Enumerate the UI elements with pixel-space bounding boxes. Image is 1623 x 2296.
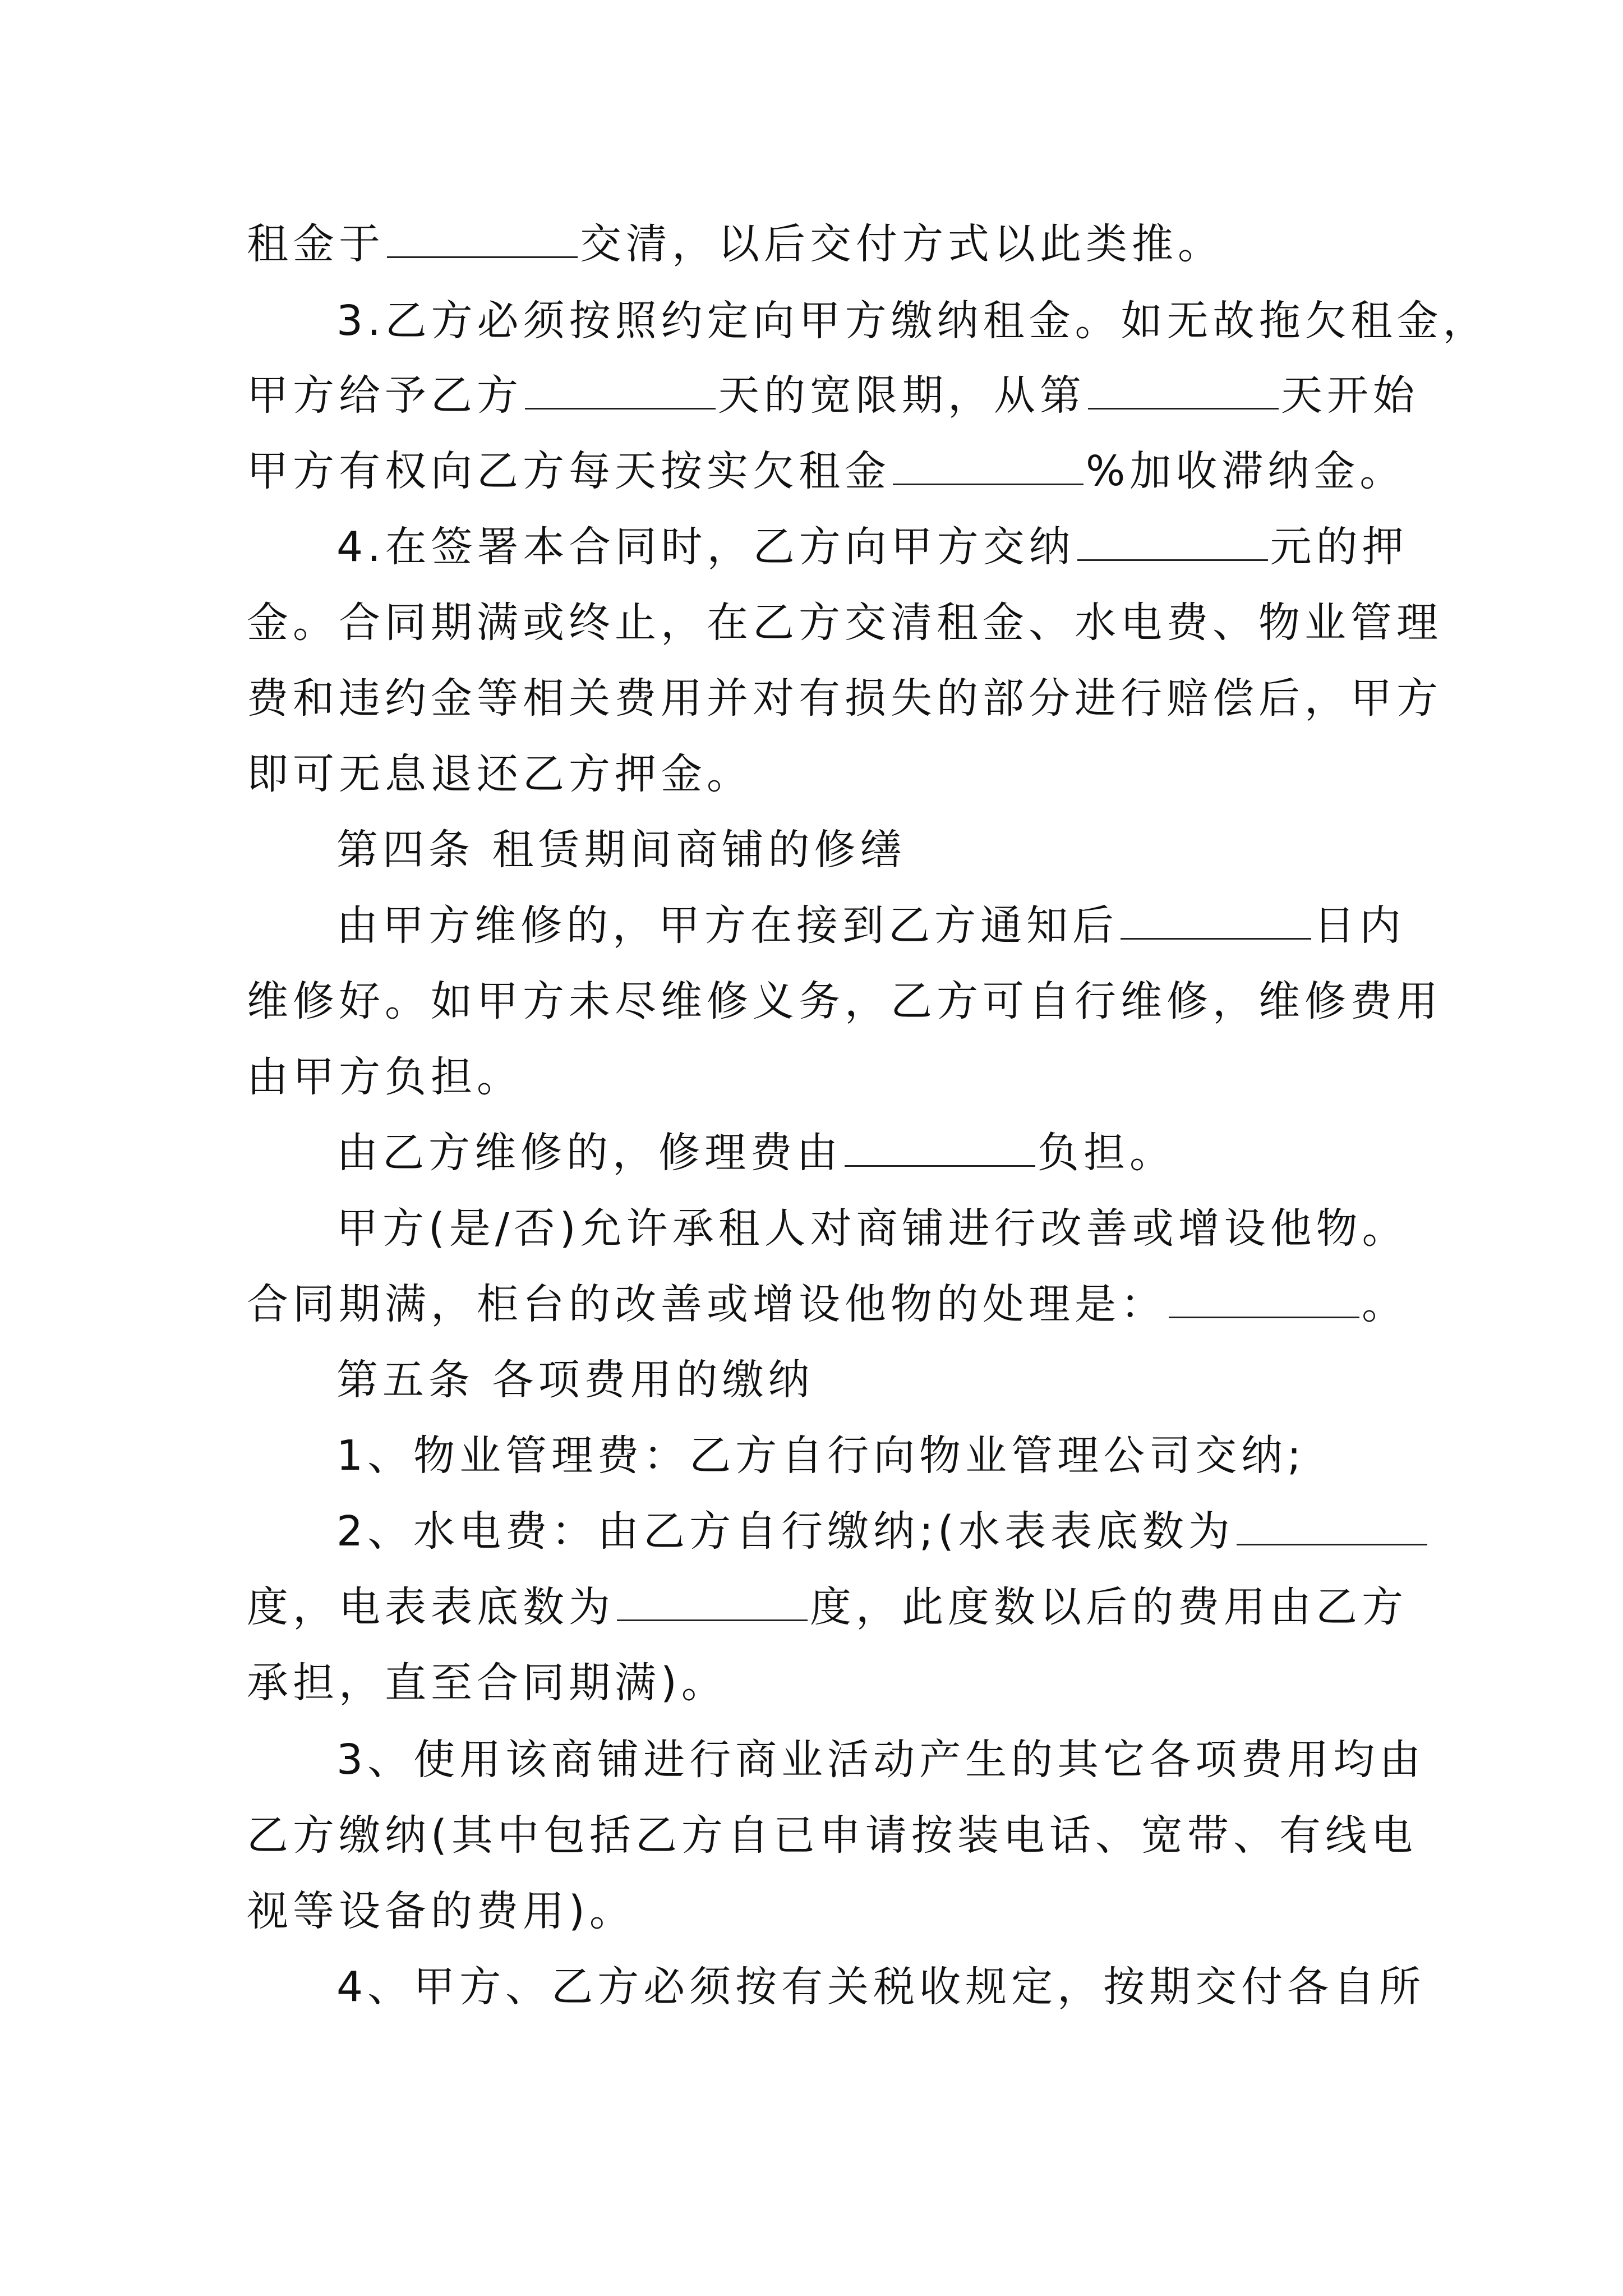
fill-in-blank bbox=[1088, 374, 1279, 409]
text-line bbox=[336, 1125, 1175, 1181]
text-segment: 甲方给予乙方 bbox=[247, 371, 523, 420]
text-segment: 由甲方负担。 bbox=[247, 1053, 523, 1101]
text-line bbox=[247, 973, 1442, 1029]
text-segment: 视等设备的费用)。 bbox=[247, 1887, 635, 1935]
text-segment: 承担，直至合同期满)。 bbox=[247, 1659, 727, 1707]
text-segment: 4、甲方、乙方必须按有关税收规定，按期交付各自所 bbox=[336, 1963, 1426, 2011]
text-line bbox=[336, 898, 1405, 954]
text-segment: 合同期满，柜台的改善或增设他物的处理是： bbox=[247, 1280, 1166, 1328]
fill-in-blank bbox=[1121, 904, 1311, 940]
text-segment: 甲方(是/否)允许承租人对商铺进行改善或增设他物。 bbox=[336, 1204, 1408, 1253]
text-line bbox=[336, 1428, 1306, 1484]
text-segment: 交清，以后交付方式以此类推。 bbox=[580, 220, 1224, 268]
fill-in-blank bbox=[1077, 526, 1268, 561]
text-line bbox=[336, 293, 1489, 349]
text-segment: 第四条 租赁期间商铺的修缮 bbox=[336, 826, 906, 874]
text-line bbox=[247, 216, 1224, 272]
text-segment: %加收滞纳金。 bbox=[1086, 447, 1406, 495]
text-segment: 度，此度数以后的费用由乙方 bbox=[810, 1583, 1408, 1631]
text-line bbox=[247, 1883, 635, 1939]
text-segment: 费和违约金等相关费用并对有损失的部分进行赔偿后，甲方 bbox=[247, 674, 1442, 723]
text-segment: 天开始 bbox=[1281, 371, 1419, 420]
text-segment: 2、水电费：由乙方自行缴纳;(水表表底数为 bbox=[336, 1507, 1234, 1556]
fill-in-blank bbox=[1169, 1283, 1359, 1318]
text-segment: 负担。 bbox=[1038, 1129, 1175, 1177]
fill-in-blank bbox=[617, 1586, 808, 1621]
fill-in-blank bbox=[525, 374, 716, 409]
text-segment: 乙方缴纳(其中包括乙方自已申请按装电话、宽带、有线电 bbox=[247, 1811, 1417, 1860]
text-segment: 元的押 bbox=[1270, 523, 1408, 571]
text-segment: 即可无息退还乙方押金。 bbox=[247, 750, 753, 798]
text-segment: 度，电表表底数为 bbox=[247, 1583, 615, 1631]
fill-in-blank bbox=[1237, 1510, 1427, 1545]
fill-in-blank bbox=[387, 223, 578, 258]
text-segment: 。 bbox=[1362, 1280, 1408, 1328]
text-segment: 租金于 bbox=[247, 220, 385, 268]
text-segment: 由乙方维修的，修理费由 bbox=[336, 1129, 842, 1177]
text-line bbox=[247, 1579, 1408, 1635]
text-line bbox=[247, 1655, 727, 1711]
text-line bbox=[247, 1049, 523, 1105]
text-line bbox=[336, 519, 1408, 575]
text-segment: 3、使用该商铺进行商业活动产生的其它各项费用均由 bbox=[336, 1736, 1426, 1784]
text-line bbox=[247, 670, 1442, 726]
text-line bbox=[336, 1352, 814, 1408]
text-segment: 1、物业管理费：乙方自行向物业管理公司交纳; bbox=[336, 1432, 1306, 1480]
text-segment: 维修好。如甲方未尽维修义务，乙方可自行维修，维修费用 bbox=[247, 977, 1442, 1025]
text-line bbox=[336, 1732, 1425, 1788]
text-line bbox=[247, 1807, 1417, 1864]
text-line bbox=[336, 1503, 1430, 1559]
text-line bbox=[247, 443, 1405, 499]
fill-in-blank bbox=[845, 1131, 1035, 1167]
text-segment: 4.在签署本合同时，乙方向甲方交纳 bbox=[336, 523, 1075, 571]
text-segment: 金。合同期满或终止，在乙方交清租金、水电费、物业管理 bbox=[247, 599, 1442, 647]
text-segment: 3.乙方必须按照约定向甲方缴纳租金。如无故拖欠租金， bbox=[336, 297, 1489, 345]
text-line bbox=[336, 1200, 1408, 1257]
text-segment: 甲方有权向乙方每天按实欠租金 bbox=[247, 447, 891, 495]
text-segment: 第五条 各项费用的缴纳 bbox=[336, 1356, 814, 1404]
text-line bbox=[336, 1959, 1425, 2015]
text-line bbox=[247, 746, 753, 802]
text-line bbox=[247, 595, 1442, 651]
text-line bbox=[247, 367, 1419, 424]
fill-in-blank bbox=[893, 450, 1083, 485]
text-line bbox=[247, 1276, 1408, 1332]
text-segment: 天的宽限期，从第 bbox=[718, 371, 1086, 420]
text-segment: 由甲方维修的，甲方在接到乙方通知后 bbox=[336, 901, 1118, 950]
text-line bbox=[336, 822, 906, 878]
text-segment: 日内 bbox=[1313, 901, 1405, 950]
